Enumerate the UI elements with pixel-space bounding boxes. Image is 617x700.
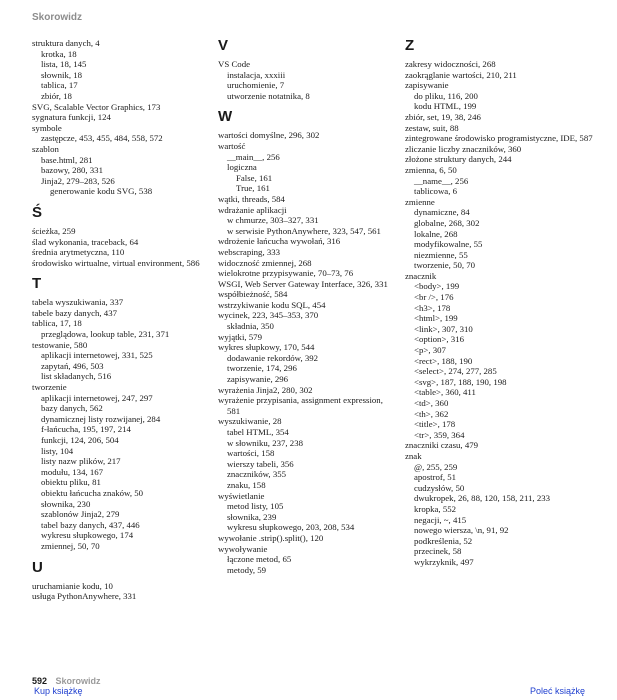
index-subentry: tabel HTML, 354	[227, 427, 289, 437]
index-subentry: base.html, 281	[41, 154, 93, 165]
index-subentry: bazy danych, 562	[41, 403, 103, 414]
index-entry: WSGI, Web Server Gateway Interface, 326, 331	[218, 278, 388, 289]
index-column-1	[32, 38, 222, 602]
index-subentry: kodu HTML, 199	[414, 101, 477, 112]
index-subentry: <body>, 199	[414, 281, 460, 292]
index-entry: wyświetlanie	[218, 490, 265, 501]
index-entry: wdrożenie łańcucha wywołań, 316	[218, 236, 341, 247]
index-entry: tablica, 17, 18	[32, 318, 82, 329]
index-subentry: obiektu pliku, 81	[41, 477, 101, 488]
index-subentry: generowanie kodu SVG, 538	[50, 186, 153, 197]
index-entry: znaczniki czasu, 479	[405, 440, 479, 451]
index-subentry: tworzenie, 50, 70	[414, 260, 476, 271]
index-entry: ślad wykonania, traceback, 64	[32, 236, 139, 247]
index-subentry: <rect>, 188, 190	[414, 355, 473, 366]
index-subentry: dynamicznej listy rozwijanej, 284	[41, 413, 161, 424]
index-entry: wyjątki, 579	[218, 331, 262, 342]
index-subentry: podkreślenia, 52	[414, 535, 473, 546]
index-entry: wstrzykiwanie kodu SQL, 454	[218, 299, 326, 310]
index-subentry: False, 161	[236, 172, 273, 183]
index-entry: zaokrąglanie wartości, 210, 211	[405, 69, 517, 80]
index-entry: uruchamianie kodu, 10	[32, 580, 113, 591]
index-subentry: <h3>, 178	[414, 302, 451, 313]
index-subentry: utworzenie notatnika, 8	[227, 90, 310, 101]
index-subentry: f-łańcucha, 195, 197, 214	[41, 424, 131, 435]
index-entry: wartości domyślne, 296, 302	[218, 130, 320, 141]
index-subentry: <title>, 178	[414, 419, 456, 430]
recommend-book-link[interactable]: Poleć książkę	[529, 686, 585, 696]
index-subentry: słownik, 18	[41, 69, 83, 80]
index-letter-heading: V	[218, 37, 229, 54]
index-subentry: dodawanie rekordów, 392	[227, 352, 319, 363]
index-letter-heading: Ś	[32, 203, 43, 221]
index-entry: zakresy widoczności, 268	[405, 59, 496, 69]
index-subentry: niezmienne, 55	[414, 249, 468, 260]
index-subentry: globalne, 268, 302	[414, 217, 480, 228]
index-subentry: dwukropek, 26, 88, 120, 158, 211, 233	[414, 493, 551, 504]
index-entry: tabela wyszukiwania, 337	[32, 297, 124, 308]
index-subentry: metody, 59	[227, 564, 267, 575]
index-subentry: w chmurze, 303–327, 331	[227, 215, 319, 226]
index-letter-heading: U	[32, 558, 43, 576]
index-entry: wycinek, 223, 345–353, 370	[218, 310, 319, 321]
index-subentry: True, 161	[236, 183, 270, 194]
index-subentry: aplikacji internetowej, 247, 297	[41, 392, 153, 403]
index-entry: webscraping, 333	[218, 246, 281, 257]
index-entry: wywoływanie	[218, 543, 268, 554]
index-subentry: __main__, 256	[227, 151, 280, 162]
index-subentry: negacji, ~, 415	[414, 514, 467, 525]
index-subentry: kropka, 552	[414, 503, 457, 514]
index-subentry: metod listy, 105	[227, 501, 284, 512]
index-subentry: Jinja2, 279–283, 526	[41, 175, 115, 186]
index-entry: SVG, Scalable Vector Graphics, 173	[32, 101, 161, 112]
index-subentry: <link>, 307, 310	[414, 323, 473, 334]
index-subentry: tablicowa, 6	[414, 186, 457, 197]
index-entry: sygnatura funkcji, 124	[32, 112, 111, 123]
index-subentry: zapisywanie, 296	[227, 374, 289, 385]
index-subentry: modułu, 134, 167	[41, 466, 104, 477]
index-subentry: nowego wiersza, \n, 91, 92	[414, 525, 509, 536]
index-subentry: wierszy tabeli, 356	[227, 458, 294, 469]
index-subentry: obiektu łańcucha znaków, 50	[41, 487, 144, 498]
index-entry: wykres słupkowy, 170, 544	[218, 342, 315, 353]
index-subentry: uruchomienie, 7	[227, 80, 285, 91]
index-entry: zestaw, suit, 88	[405, 122, 459, 133]
index-entry: usługa PythonAnywhere, 331	[32, 591, 137, 602]
index-subentry: modyfikowalne, 55	[414, 239, 483, 250]
index-entry: wyszukiwanie, 28	[218, 416, 282, 427]
index-subentry: <html>, 199	[414, 313, 458, 324]
index-entry: tabele bazy danych, 437	[32, 307, 118, 318]
index-subentry: <svg>, 187, 188, 190, 198	[414, 376, 507, 387]
index-subentry: <br />, 176	[414, 292, 454, 303]
index-subentry: cudzysłów, 50	[414, 482, 465, 493]
index-letter-heading: T	[32, 275, 42, 293]
index-subentry: krotka, 18	[41, 48, 77, 59]
index-subentry: znaku, 158	[227, 479, 266, 490]
index-subentry: wykresu słupkowego, 203, 208, 534	[227, 522, 355, 533]
index-subentry: <select>, 274, 277, 285	[414, 366, 497, 377]
index-subentry: znaczników, 355	[227, 469, 287, 480]
index-letter-heading: Z	[405, 37, 415, 54]
index-subentry: bazowy, 280, 331	[41, 165, 103, 176]
index-subentry: składnia, 350	[227, 321, 274, 332]
index-subentry: wykrzyknik, 497	[414, 556, 474, 567]
index-subentry: tabel bazy danych, 437, 446	[41, 519, 140, 530]
index-entry: testowanie, 580	[32, 339, 88, 350]
index-subentry: zapytań, 496, 503	[41, 360, 104, 371]
index-entry: wdrażanie aplikacji	[218, 204, 287, 215]
index-entry: wyrażenia Jinja2, 280, 302	[218, 384, 313, 395]
index-entry: złożone struktury danych, 244	[405, 154, 512, 165]
index-subentry: listy, 104	[41, 445, 74, 456]
index-entry: znak	[405, 450, 422, 461]
index-column-2	[218, 38, 398, 575]
index-subentry: słownika, 239	[227, 511, 277, 522]
index-entry: widoczność zmiennej, 268	[218, 257, 312, 268]
index-letter-heading: W	[218, 108, 233, 126]
index-entry: ścieżka, 259	[32, 225, 76, 236]
index-entry: zliczanie liczby znaczników, 360	[405, 143, 522, 154]
index-subentry: list składanych, 516	[41, 371, 112, 382]
page-footer	[32, 676, 101, 686]
index-subentry: tworzenie, 174, 296	[227, 363, 297, 374]
index-subentry: zbiór, 18	[41, 90, 72, 101]
index-subentry: tablica, 17	[41, 80, 78, 91]
index-subentry: <p>, 307	[414, 345, 446, 356]
index-entry: znacznik	[405, 270, 437, 281]
index-entry: tworzenie	[32, 382, 67, 393]
index-entry: zmienna, 6, 50	[405, 164, 457, 175]
index-subentry: lista, 18, 145	[41, 59, 87, 70]
index-subentry: słownika, 230	[41, 498, 91, 509]
index-column-3	[405, 38, 605, 568]
index-subentry: lokalne, 268	[414, 228, 458, 239]
index-subentry: przecinek, 58	[414, 546, 462, 557]
index-subentry: w serwisie PythonAnywhere, 323, 547, 561	[227, 225, 381, 236]
index-subentry: logiczna	[227, 162, 257, 173]
index-entry: VS Code	[218, 59, 251, 69]
index-subentry: <td>, 360	[414, 398, 449, 408]
index-entry: zapisywanie	[405, 80, 449, 91]
index-subentry: <option>, 316	[414, 334, 464, 345]
index-subentry: aplikacji internetowej, 331, 525	[41, 350, 153, 361]
running-header: Skorowidz	[32, 12, 83, 23]
index-subentry: <th>, 362	[414, 408, 449, 419]
index-subentry: przeglądowa, lookup table, 231, 371	[41, 329, 170, 340]
index-entry: zintegrowane środowisko programistyczne, IDE, 587	[405, 133, 593, 144]
index-entry: wywołanie .strip().split(), 120	[218, 532, 324, 543]
index-subentry: szablonów Jinja2, 279	[41, 509, 120, 520]
index-subentry: @, 255, 259	[414, 461, 458, 472]
buy-book-link[interactable]: Kup książkę	[34, 686, 83, 696]
index-entry: zmienne	[405, 196, 435, 207]
index-subentry: instalacja, xxxiii	[227, 69, 286, 80]
index-entry: wielokrotne przypisywanie, 70–73, 76	[218, 268, 354, 279]
index-entry: średnia arytmetyczna, 110	[32, 247, 125, 258]
index-subentry: <table>, 360, 411	[414, 387, 476, 398]
index-subentry: apostrof, 51	[414, 472, 457, 483]
index-entry: wątki, threads, 584	[218, 193, 285, 204]
index-subentry: funkcji, 124, 206, 504	[41, 435, 119, 445]
index-subentry: __name__, 256	[414, 175, 469, 186]
index-subentry: dynamiczne, 84	[414, 207, 470, 218]
footer-section-title: Skorowidz	[55, 676, 101, 686]
index-subentry: zmiennej, 50, 70	[41, 540, 100, 551]
index-entry: współbieżność, 584	[218, 289, 288, 300]
index-entry: wartość	[218, 140, 246, 151]
index-subentry: zastępcze, 453, 455, 484, 558, 572	[41, 133, 163, 144]
index-subentry: w słowniku, 237, 238	[227, 437, 303, 448]
index-subentry: wartości, 158	[227, 448, 275, 459]
index-entry: struktura danych, 4	[32, 38, 100, 48]
index-entry: wyrażenie przypisania, assignment expression, 581	[218, 395, 383, 416]
index-subentry: listy nazw plików, 217	[41, 456, 121, 467]
index-subentry: łączone metod, 65	[227, 554, 292, 565]
page-number: 592	[32, 676, 48, 686]
index-subentry: <tr>, 359, 364	[414, 429, 465, 440]
index-entry: zbiór, set, 19, 38, 246	[405, 111, 481, 122]
index-subentry: do pliku, 116, 200	[414, 90, 478, 101]
index-entry: szablon	[32, 143, 59, 154]
index-subentry: wykresu słupkowego, 174	[41, 530, 134, 541]
index-entry: środowisko wirtualne, virtual environment, 586	[32, 257, 200, 268]
index-entry: symbole	[32, 122, 62, 133]
